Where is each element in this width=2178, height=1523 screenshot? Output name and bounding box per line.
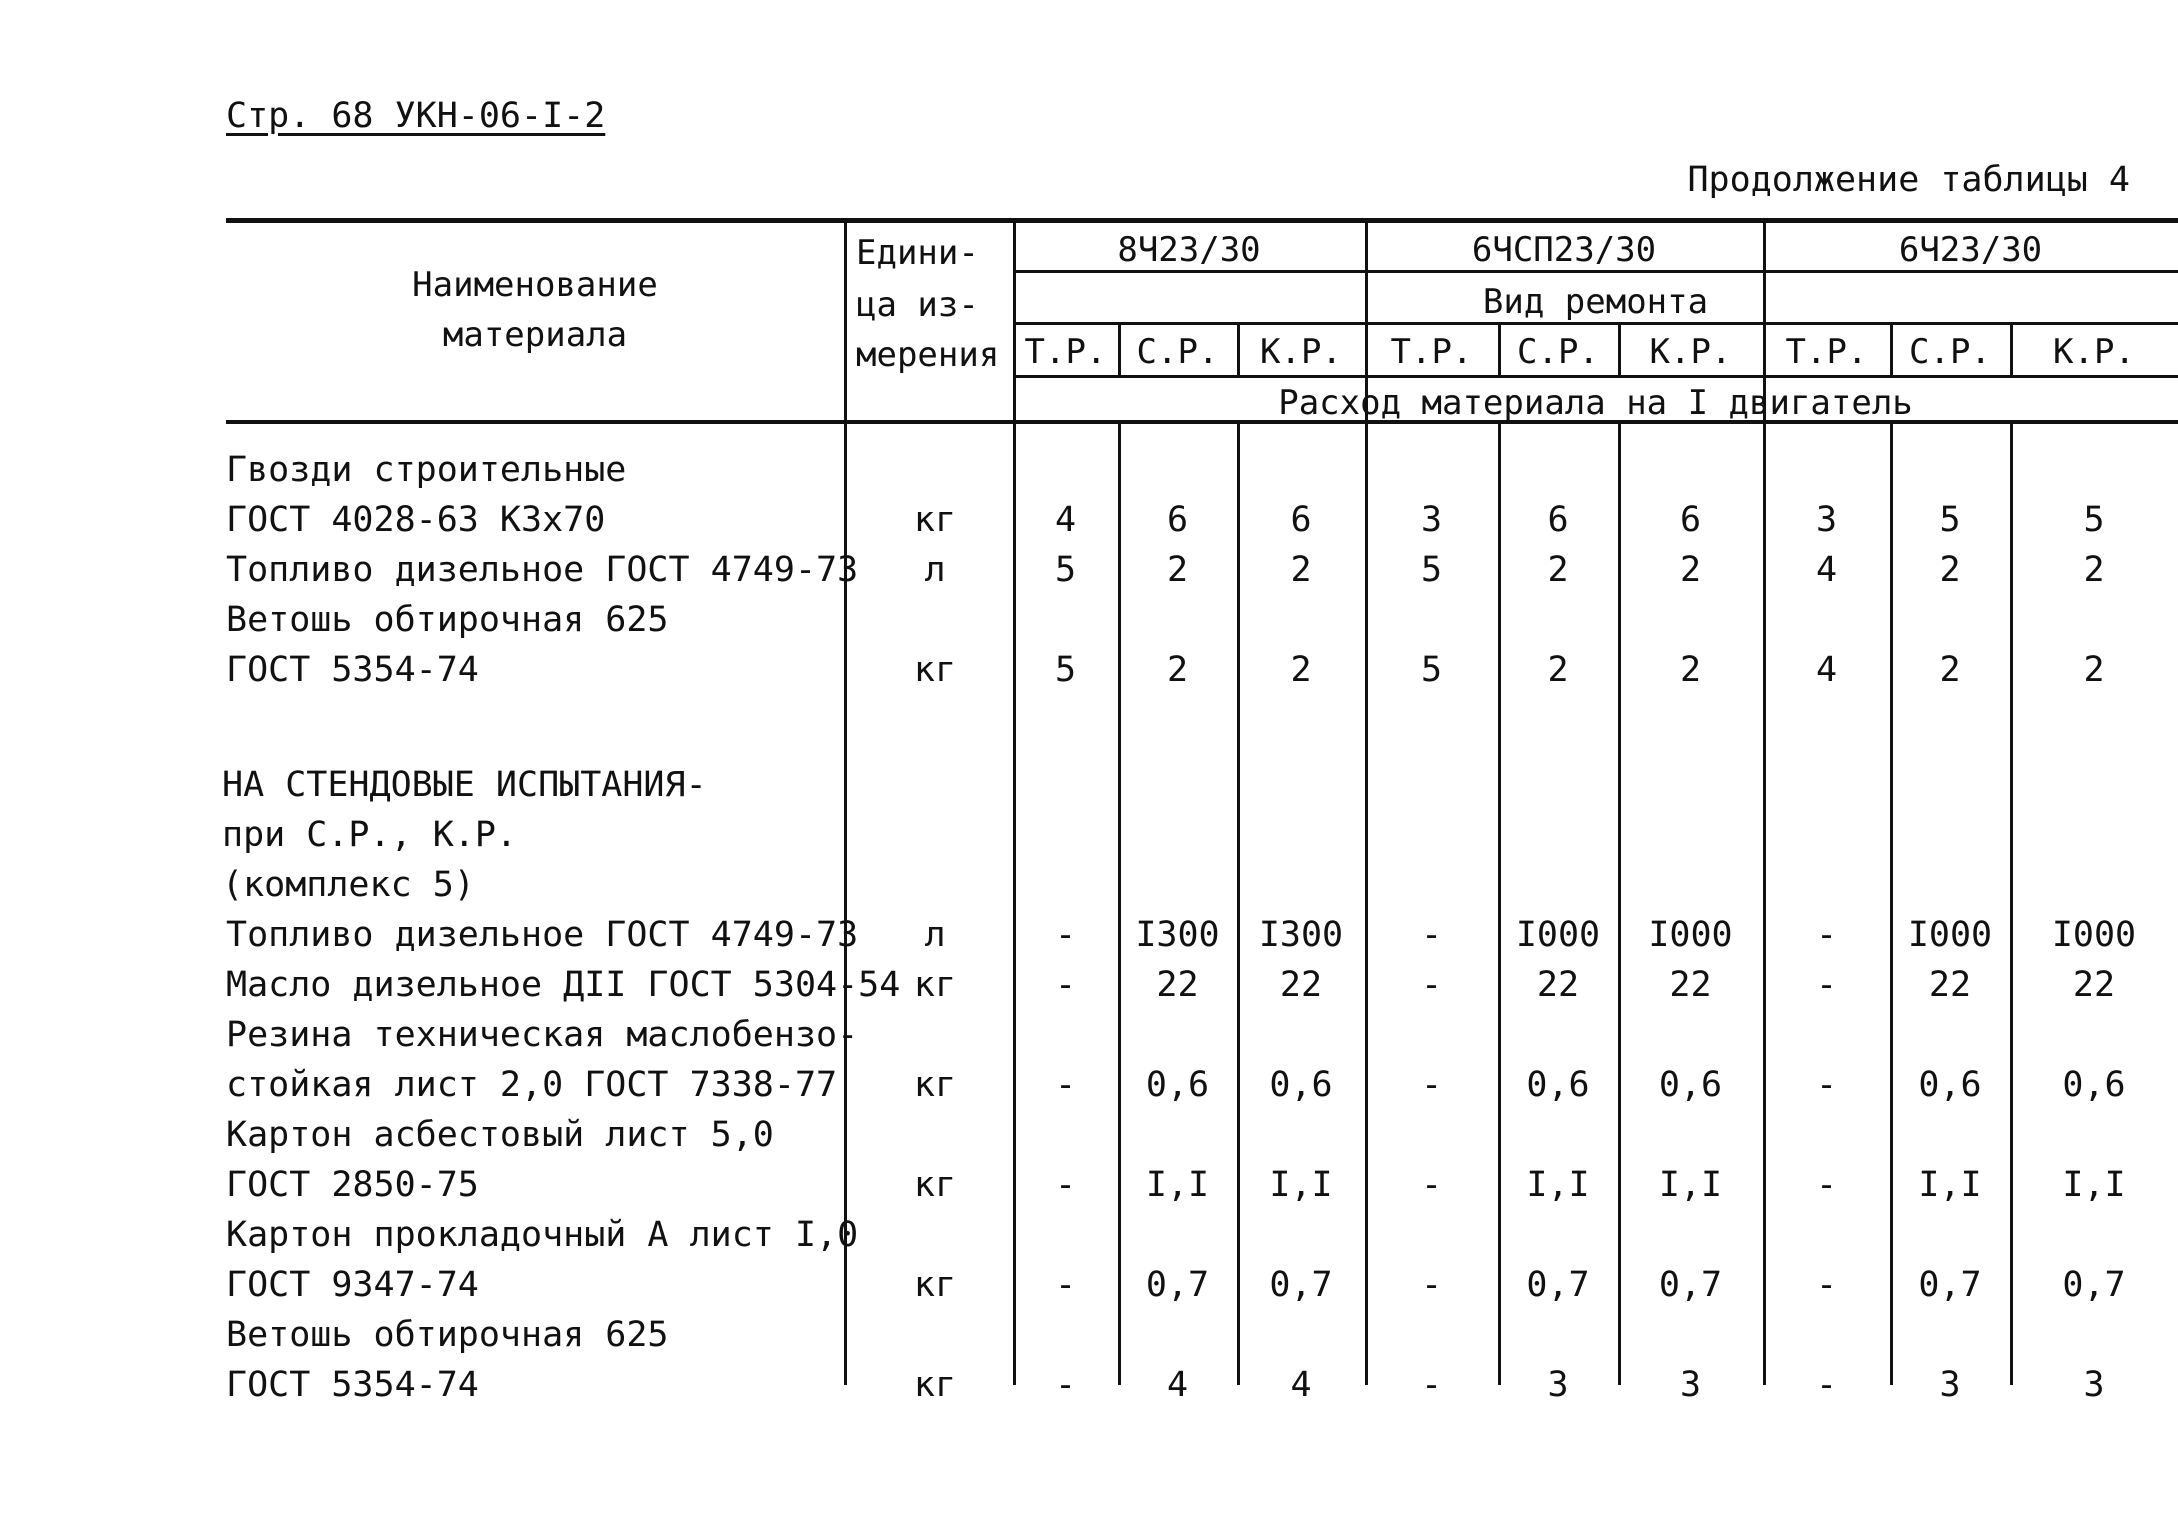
unit-cell: кг — [913, 500, 957, 540]
unit-cell: кг — [913, 1065, 957, 1105]
value-cell: 5 — [1420, 550, 1443, 590]
value-cell: 22 — [1156, 965, 1199, 1005]
material-name: Ветошь обтирочная 625 — [226, 1315, 669, 1355]
col-sep-repair-type — [1890, 322, 1893, 377]
unit-cell: кг — [913, 1265, 957, 1305]
value-cell: 0,6 — [1918, 1065, 1982, 1105]
value-cell: I300 — [1258, 915, 1344, 955]
value-cell: 0,7 — [1269, 1265, 1333, 1305]
value-cell: 2 — [1939, 650, 1961, 690]
value-cell: 0,7 — [1145, 1265, 1210, 1305]
value-cell: 22 — [1928, 965, 1972, 1005]
value-cell: - — [1054, 1265, 1077, 1305]
value-cell: - — [1054, 965, 1077, 1005]
col-sep-repair-type — [1618, 322, 1621, 377]
value-cell: 6 — [1290, 500, 1312, 540]
value-cell: 4 — [1815, 650, 1838, 690]
table-top-rule — [226, 218, 2178, 223]
header-repair-type: Т.Р. — [1785, 332, 1868, 372]
value-cell: I,I — [1145, 1165, 1210, 1205]
value-cell: 2 — [1290, 650, 1312, 690]
header-repair-type: Т.Р. — [1390, 332, 1473, 372]
value-cell: - — [1420, 965, 1443, 1005]
material-name: Ветошь обтирочная 625 — [226, 600, 669, 640]
value-cell: I000 — [1907, 915, 1993, 955]
value-cell: I000 — [2051, 915, 2137, 955]
value-cell: 2 — [1939, 550, 1961, 590]
value-cell: 0,6 — [1526, 1065, 1590, 1105]
value-cell: 5 — [1420, 650, 1443, 690]
value-cell: 0,6 — [1658, 1065, 1723, 1105]
value-cell: 2 — [1547, 550, 1569, 590]
value-cell: 6 — [1166, 500, 1189, 540]
material-name: Топливо дизельное ГОСТ 4749-73 — [226, 550, 859, 590]
value-cell: 22 — [1536, 965, 1580, 1005]
value-cell: I300 — [1135, 915, 1220, 955]
material-name: ГОСТ 5354-74 — [226, 650, 479, 690]
value-cell: - — [1420, 1365, 1443, 1405]
material-name: ГОСТ 2850-75 — [226, 1165, 479, 1205]
value-cell: 2 — [1679, 550, 1702, 590]
value-cell: I,I — [2062, 1165, 2126, 1205]
header-repair-type: С.Р. — [1136, 332, 1219, 372]
value-cell: - — [1815, 965, 1838, 1005]
material-name: Гвозди строительные — [226, 450, 627, 490]
value-cell: - — [1815, 1165, 1838, 1205]
col-sep-repair-type — [1498, 322, 1501, 377]
value-cell: 3 — [1815, 500, 1838, 540]
header-repair-type: С.Р. — [1517, 332, 1599, 372]
value-cell: - — [1054, 915, 1077, 955]
material-name: Топливо дизельное ГОСТ 4749-73 — [226, 915, 859, 955]
value-cell: I000 — [1648, 915, 1733, 955]
value-cell: 4 — [1166, 1365, 1189, 1405]
value-cell: - — [1420, 1165, 1443, 1205]
value-cell: 3 — [1939, 1365, 1961, 1405]
header-unit-line-1: Едини- — [856, 233, 979, 273]
value-cell: 6 — [1679, 500, 1702, 540]
material-name: стойкая лист 2,0 ГОСТ 7338-77 — [226, 1065, 838, 1105]
value-cell: 2 — [1166, 650, 1189, 690]
value-cell: 3 — [2083, 1365, 2105, 1405]
value-cell: 2 — [2083, 550, 2105, 590]
material-name: ГОСТ 9347-74 — [226, 1265, 479, 1305]
material-name: Резина техническая маслобензо- — [226, 1015, 859, 1055]
repair-kind-rule — [1013, 322, 2178, 325]
section-heading: НА СТЕНДОВЫЕ ИСПЫТАНИЯ- — [222, 765, 707, 805]
value-cell: 3 — [1547, 1365, 1569, 1405]
material-name: Картон асбестовый лист 5,0 — [226, 1115, 774, 1155]
value-cell: - — [1815, 1065, 1838, 1105]
header-repair-kind: Вид ремонта — [1482, 282, 1709, 322]
material-name: Картон прокладочный А лист I,0 — [226, 1215, 859, 1255]
value-cell: 0,7 — [2062, 1265, 2126, 1305]
value-cell: I000 — [1515, 915, 1601, 955]
header-repair-type: К.Р. — [1649, 332, 1732, 372]
material-name: ГОСТ 5354-74 — [226, 1365, 479, 1405]
value-cell: - — [1815, 915, 1838, 955]
unit-cell: кг — [913, 1165, 957, 1205]
repair-type-rule — [1013, 375, 2178, 378]
unit-cell: кг — [913, 965, 957, 1005]
value-cell: 2 — [1290, 550, 1312, 590]
value-cell: - — [1420, 1265, 1443, 1305]
value-cell: 0,6 — [1145, 1065, 1210, 1105]
header-engine-2: 6ЧСП23/30 — [1471, 230, 1657, 270]
header-repair-type: С.Р. — [1909, 332, 1991, 372]
engine-rule — [1013, 270, 2178, 273]
value-cell: 3 — [1679, 1365, 1702, 1405]
value-cell: 0,7 — [1658, 1265, 1723, 1305]
value-cell: I,I — [1526, 1165, 1590, 1205]
value-cell: 0,7 — [1918, 1265, 1982, 1305]
value-cell: - — [1054, 1165, 1077, 1205]
value-cell: 4 — [1815, 550, 1838, 590]
value-cell: - — [1420, 915, 1443, 955]
value-cell: 2 — [1547, 650, 1569, 690]
material-name: Масло дизельное ДII ГОСТ 5304-54 — [226, 965, 901, 1005]
value-cell: 4 — [1290, 1365, 1312, 1405]
header-consumption: Расход материала на I двигатель — [1278, 383, 1913, 423]
value-cell: 2 — [2083, 650, 2105, 690]
value-cell: 6 — [1547, 500, 1569, 540]
value-cell: - — [1054, 1365, 1077, 1405]
value-cell: 2 — [1166, 550, 1189, 590]
header-unit-line-2: ца из- — [856, 285, 979, 325]
col-sep-name — [844, 220, 847, 1385]
unit-cell: л — [924, 550, 946, 590]
value-cell: 4 — [1054, 500, 1077, 540]
header-engine-3: 6Ч23/30 — [1898, 230, 2043, 270]
value-cell: - — [1815, 1265, 1838, 1305]
header-name-line-1: Наименование — [412, 265, 658, 305]
col-sep-repair-type — [2010, 322, 2013, 377]
value-cell: 0,6 — [1269, 1065, 1333, 1105]
value-cell: 5 — [1939, 500, 1961, 540]
value-cell: - — [1420, 1065, 1443, 1105]
value-cell: 5 — [1054, 550, 1077, 590]
section-heading: (комплекс 5) — [222, 865, 475, 905]
col-sep-repair-type — [1118, 322, 1121, 377]
header-name-line-2: материала — [442, 315, 628, 355]
header-engine-1: 8Ч23/30 — [1117, 230, 1261, 270]
unit-cell: л — [924, 915, 946, 955]
header-repair-type: К.Р. — [1260, 332, 1342, 372]
value-cell: 22 — [1279, 965, 1323, 1005]
value-cell: 5 — [2083, 500, 2105, 540]
unit-cell: кг — [913, 650, 957, 690]
material-name: ГОСТ 4028-63 К3х70 — [226, 500, 606, 540]
value-cell: 5 — [1054, 650, 1077, 690]
unit-cell: кг — [913, 1365, 957, 1405]
value-cell: 2 — [1679, 650, 1702, 690]
page-header: Стр. 68 УКН-06-I-2 — [226, 96, 606, 136]
value-cell: - — [1815, 1365, 1838, 1405]
value-cell: I,I — [1658, 1165, 1723, 1205]
header-repair-type: Т.Р. — [1024, 332, 1107, 372]
value-cell: I,I — [1269, 1165, 1333, 1205]
col-sep-repair-type — [1237, 322, 1240, 377]
table-caption: Продолжение таблицы 4 — [1687, 160, 2130, 200]
value-cell: 22 — [1669, 965, 1712, 1005]
header-unit-line-3: мерения — [856, 335, 1000, 375]
section-heading: при С.Р., К.Р. — [222, 815, 518, 855]
header-repair-type: К.Р. — [2053, 332, 2135, 372]
value-cell: 0,7 — [1526, 1265, 1590, 1305]
value-cell: 22 — [2072, 965, 2116, 1005]
value-cell: - — [1054, 1065, 1077, 1105]
value-cell: 3 — [1420, 500, 1443, 540]
value-cell: 0,6 — [2062, 1065, 2126, 1105]
value-cell: I,I — [1918, 1165, 1982, 1205]
